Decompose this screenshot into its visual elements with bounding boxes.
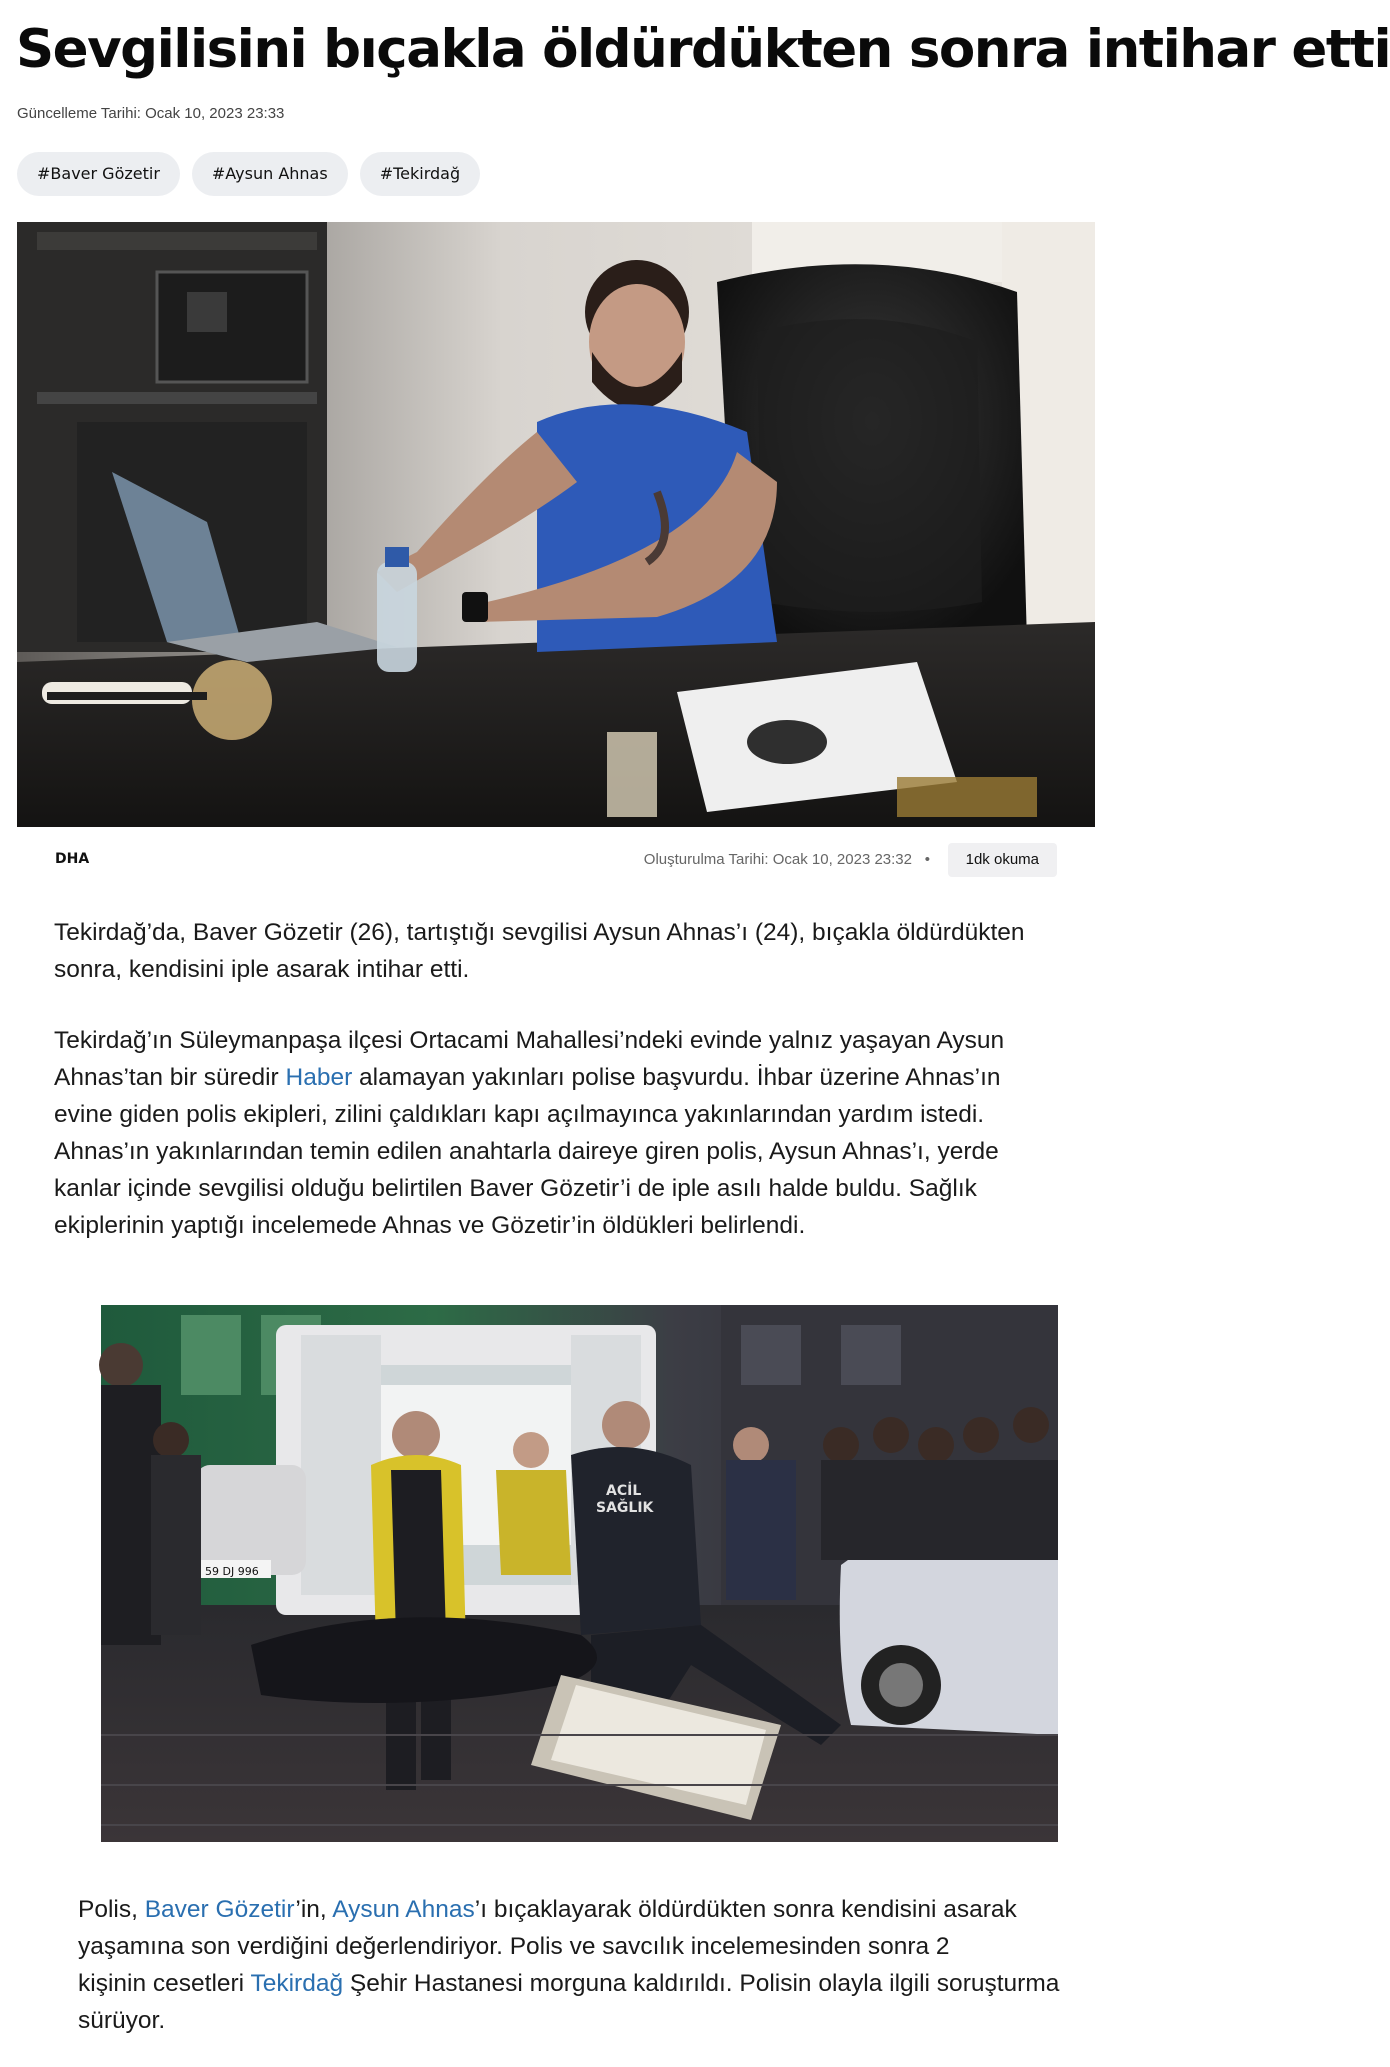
- read-time-badge: 1dk okuma: [948, 843, 1057, 877]
- body-line: Tekirdağ’ın Süleymanpaşa ilçesi Ortacami Mahallesi’ndeki evinde yalnız yaşayan Aysun: [54, 1027, 1005, 1054]
- aysun-ahnas-link[interactable]: Aysun Ahnas: [332, 1896, 475, 1923]
- closing-text: Şehir Hastanesi morguna kaldırıldı. Polisin olayla ilgili soruşturma: [343, 1970, 1060, 1997]
- article-title: Sevgilisini bıçakla öldürdükten sonra intihar etti: [16, 19, 1390, 80]
- vest-text-acil: ACİL: [606, 1483, 642, 1499]
- body-line: ekiplerinin yaptığı incelemede Ahnas ve Gözetir’in öldükleri belirlendi.: [54, 1212, 806, 1239]
- source-label: DHA: [55, 851, 90, 867]
- lead-paragraph: [54, 914, 1064, 988]
- body-text: alamayan yakınları polise başvurdu. İhbar üzerine Ahnas’ın: [352, 1064, 1001, 1091]
- closing-text: kişinin cesetleri: [78, 1970, 251, 1997]
- closing-line: sürüyor.: [78, 2007, 166, 2034]
- closing-line: [78, 1965, 1088, 2002]
- closing-text: Polis,: [78, 1896, 145, 1923]
- closing-paragraph: [78, 1891, 1088, 2039]
- body-line: kanlar içinde sevgilisi olduğu belirtilen Baver Gözetir’i de iple asılı halde buldu. Sağlık: [54, 1175, 977, 1202]
- closing-text: ’ı bıçaklayarak öldürdükten sonra kendisini asarak: [474, 1896, 1017, 1923]
- baver-gozetir-link[interactable]: Baver Gözetir: [144, 1896, 296, 1923]
- haber-link[interactable]: Haber: [285, 1064, 353, 1091]
- body-paragraph: [54, 1022, 1064, 1244]
- body-text: Ahnas’tan bir süredir: [54, 1064, 286, 1091]
- update-date: Güncelleme Tarihi: Ocak 10, 2023 23:33: [17, 105, 285, 122]
- vest-text-saglik: SAĞLIK: [596, 1500, 654, 1516]
- body-line: Ahnas’ın yakınlarından temin edilen anahtarla daireye giren polis, Aysun Ahnas’ı, yerde: [54, 1138, 999, 1165]
- lead-line: sonra, kendisini iple asarak intihar etti.: [54, 956, 470, 983]
- tag-tekirdag[interactable]: #Tekirdağ: [360, 152, 480, 196]
- body-line: evine giden polis ekipleri, zilini çaldıkları kapı açılmayınca yakınlarından yardım istedi.: [54, 1101, 985, 1128]
- lead-line: Tekirdağ’da, Baver Gözetir (26), tartıştığı sevgilisi Aysun Ahnas’ı (24), bıçakla öldürdükten: [54, 919, 1025, 946]
- meta-separator: •: [924, 851, 930, 868]
- article-meta: [17, 843, 1057, 877]
- closing-line: [78, 1891, 1088, 1928]
- tag-baver-gozetir[interactable]: #Baver Gözetir: [17, 152, 180, 196]
- scene-photo: [101, 1305, 1058, 1842]
- tag-list: [17, 152, 480, 196]
- created-date: Oluşturulma Tarihi: Ocak 10, 2023 23:32: [643, 851, 912, 868]
- tag-aysun-ahnas[interactable]: #Aysun Ahnas: [192, 152, 348, 196]
- closing-line: yaşamına son verdiğini değerlendiriyor. Polis ve savcılık incelemesinden sonra 2: [78, 1933, 950, 1960]
- body-line: [54, 1059, 1064, 1096]
- plate-text: 59 DJ 996: [205, 1565, 259, 1578]
- tekirdag-link[interactable]: Tekirdağ: [250, 1970, 344, 1997]
- main-photo: [17, 222, 1095, 827]
- closing-text: ’in,: [295, 1896, 333, 1923]
